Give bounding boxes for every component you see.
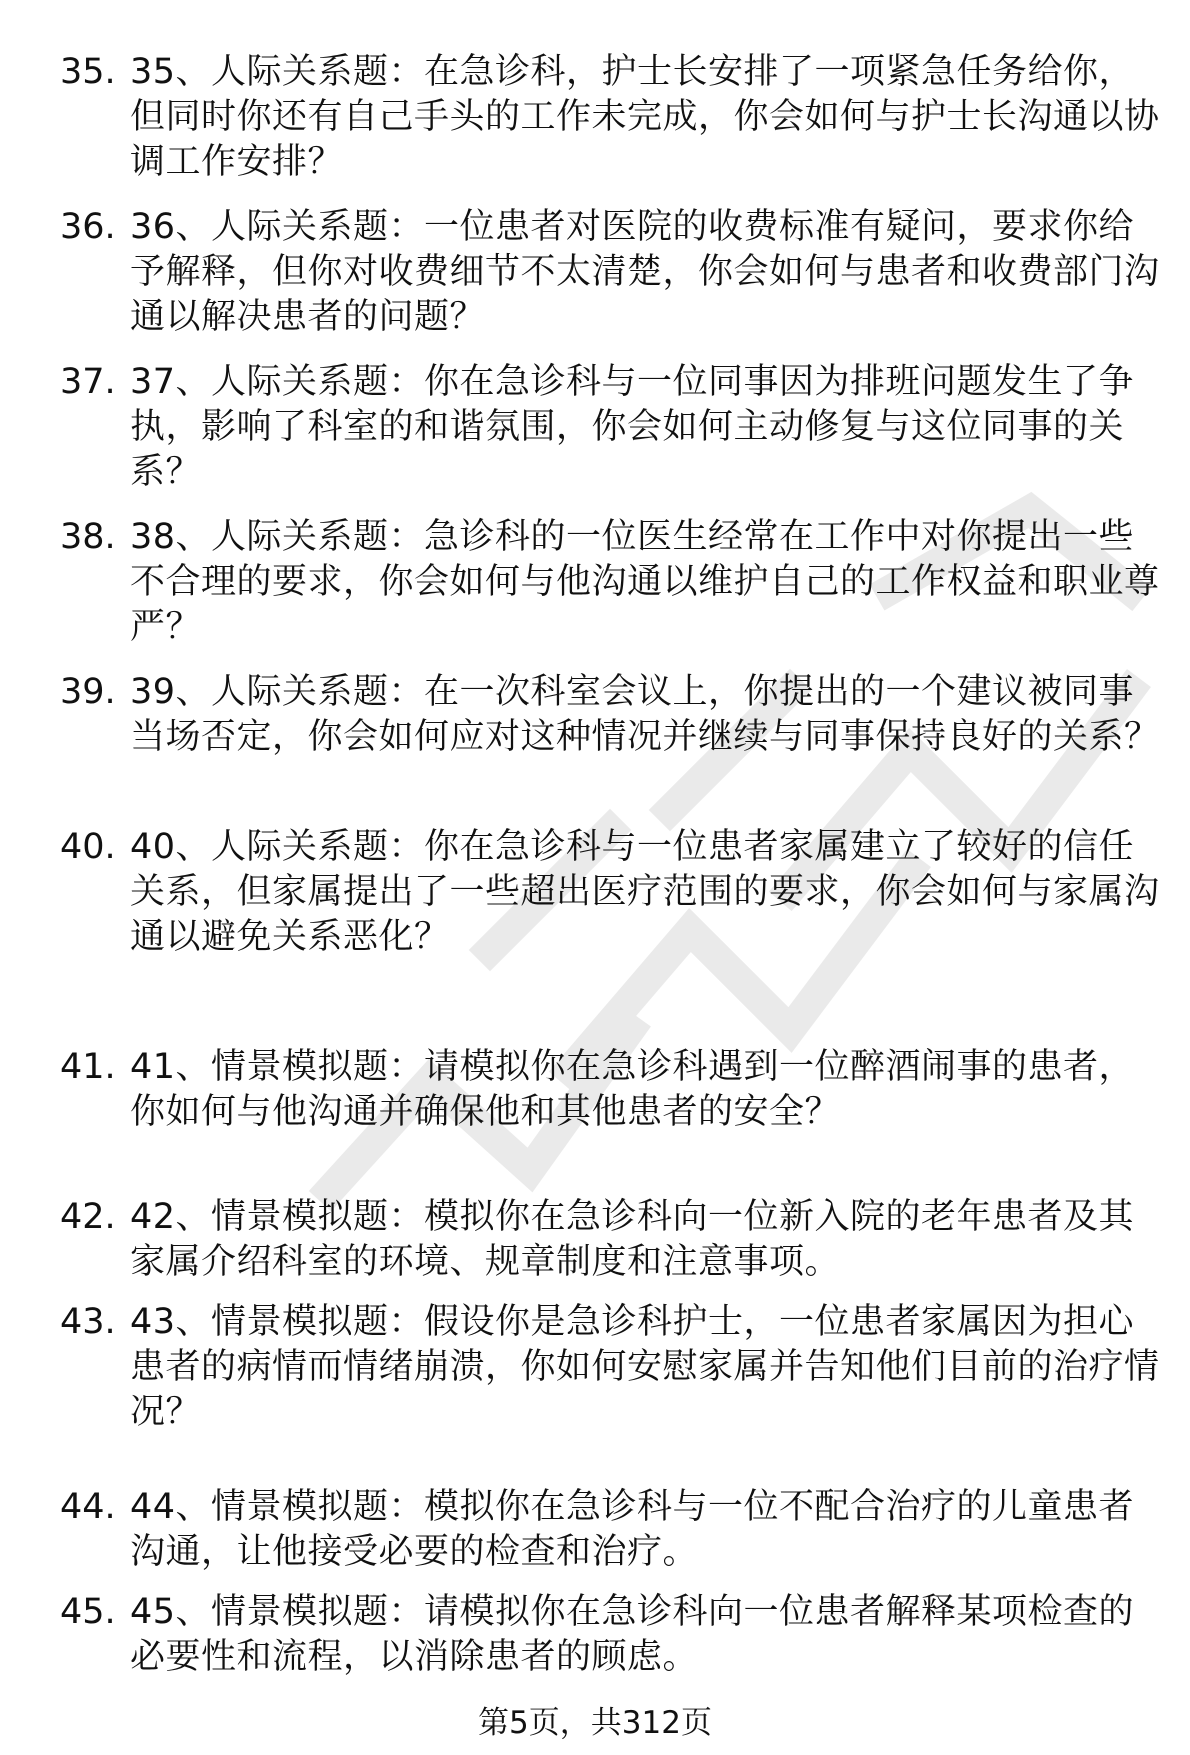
question-number: 42.: [60, 1197, 116, 1237]
question-item-39: [60, 670, 1160, 760]
question-item-35: [60, 50, 1160, 185]
question-item-42: [60, 1195, 1160, 1285]
page-footer: 第5页，共312页: [478, 1705, 712, 1741]
question-item-43: [60, 1300, 1160, 1435]
question-number: 43.: [60, 1302, 116, 1342]
question-number: 35.: [60, 52, 116, 92]
question-item-45: [60, 1590, 1160, 1680]
question-text: 36、人际关系题：一位患者对医院的收费标准有疑问，要求你给予解释，但你对收费细节不太清楚，你会如何与患者和收费部门沟通以解决患者的问题？: [130, 207, 1160, 337]
question-number: 39.: [60, 672, 116, 712]
question-number: 36.: [60, 207, 116, 247]
question-text: 40、人际关系题：你在急诊科与一位患者家属建立了较好的信任关系，但家属提出了一些超出医疗范围的要求，你会如何与家属沟通以避免关系恶化？: [130, 827, 1160, 957]
question-item-36: [60, 205, 1160, 340]
question-text: 44、情景模拟题：模拟你在急诊科与一位不配合治疗的儿童患者沟通，让他接受必要的检查和治疗。: [130, 1487, 1135, 1572]
question-text: 35、人际关系题：在急诊科，护士长安排了一项紧急任务给你，但同时你还有自己手头的工作未完成，你会如何与护士长沟通以协调工作安排？: [130, 52, 1160, 182]
question-text: 37、人际关系题：你在急诊科与一位同事因为排班问题发生了争执，影响了科室的和谐氛围，你会如何主动修复与这位同事的关系？: [130, 362, 1135, 492]
question-number: 44.: [60, 1487, 116, 1527]
question-text: 38、人际关系题：急诊科的一位医生经常在工作中对你提出一些不合理的要求，你会如何与他沟通以维护自己的工作权益和职业尊严？: [130, 517, 1160, 647]
question-text: 45、情景模拟题：请模拟你在急诊科向一位患者解释某项检查的必要性和流程，以消除患者的顾虑。: [130, 1592, 1135, 1677]
question-item-44: [60, 1485, 1160, 1575]
question-item-40: [60, 825, 1160, 960]
question-number: 37.: [60, 362, 116, 402]
question-text: 42、情景模拟题：模拟你在急诊科向一位新入院的老年患者及其家属介绍科室的环境、规章制度和注意事项。: [130, 1197, 1135, 1282]
question-number: 45.: [60, 1592, 116, 1632]
question-item-37: [60, 360, 1160, 495]
question-item-41: [60, 1045, 1160, 1135]
question-text: 43、情景模拟题：假设你是急诊科护士，一位患者家属因为担心患者的病情而情绪崩溃，你如何安慰家属并告知他们目前的治疗情况？: [130, 1302, 1160, 1432]
question-text: 39、人际关系题：在一次科室会议上，你提出的一个建议被同事当场否定，你会如何应对这种情况并继续与同事保持良好的关系？: [130, 672, 1160, 757]
question-number: 38.: [60, 517, 116, 557]
question-number: 41.: [60, 1047, 116, 1087]
question-number: 40.: [60, 827, 116, 867]
question-text: 41、情景模拟题：请模拟你在急诊科遇到一位醉酒闹事的患者，你如何与他沟通并确保他和其他患者的安全？: [130, 1047, 1135, 1132]
question-item-38: [60, 515, 1160, 650]
